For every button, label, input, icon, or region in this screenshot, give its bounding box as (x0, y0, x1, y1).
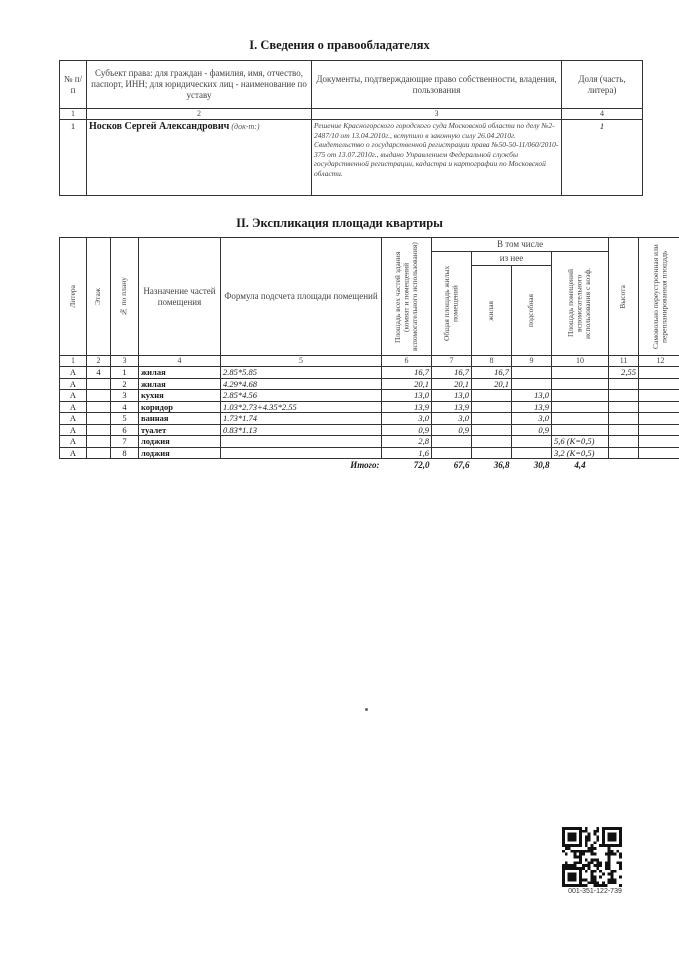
room-general: 0,9 (432, 424, 472, 436)
room-total: 13,0 (382, 390, 432, 402)
room-purpose: жилая (139, 367, 221, 379)
column-number: 2 (87, 356, 111, 367)
header-in-total: В том числе (432, 238, 609, 252)
room-aux (512, 378, 552, 390)
room-coef (552, 424, 609, 436)
totals-aux: 30,8 (533, 460, 550, 470)
room-purpose: ванная (139, 413, 221, 425)
room-formula (221, 447, 382, 459)
room-litera: А (60, 436, 87, 448)
header-floor: Этаж (87, 238, 111, 356)
header-auxiliary: подсобная (512, 266, 552, 356)
room-total: 2,8 (382, 436, 432, 448)
totals-row (60, 459, 679, 473)
room-living (472, 390, 512, 402)
room-formula: 1.03*2.73+4.35*2.55 (221, 401, 382, 413)
room-height (609, 390, 639, 402)
room-height (609, 447, 639, 459)
header-documents: Документы, подтверждающие право собственности, владения, пользования (312, 61, 562, 109)
room-row (60, 447, 679, 459)
qr-code-icon (562, 827, 622, 887)
room-litera: А (60, 424, 87, 436)
room-no: 2 (111, 378, 139, 390)
column-number: 12 (639, 356, 679, 367)
room-coef (552, 378, 609, 390)
header-subject: Субъект права: для граждан - фамилия, имя, отчество, паспорт, ИНН; для юридических лиц - наименование по уставу (87, 61, 312, 109)
room-living (472, 401, 512, 413)
column-number: 5 (221, 356, 382, 367)
room-aux: 0,9 (512, 424, 552, 436)
room-unauth (639, 436, 679, 448)
room-general: 13,0 (432, 390, 472, 402)
column-number: 2 (87, 109, 312, 120)
room-total: 1,6 (382, 447, 432, 459)
room-aux: 13,9 (512, 401, 552, 413)
room-no: 8 (111, 447, 139, 459)
column-number: 8 (472, 356, 512, 367)
room-height: 2,55 (609, 367, 639, 379)
room-living (472, 424, 512, 436)
room-purpose: лоджия (139, 447, 221, 459)
owner-num: 1 (60, 120, 87, 196)
area-explication-table (59, 237, 679, 473)
room-general (432, 436, 472, 448)
room-total: 3,0 (382, 413, 432, 425)
room-coef (552, 390, 609, 402)
room-row (60, 424, 679, 436)
room-aux (512, 367, 552, 379)
room-litera: А (60, 390, 87, 402)
room-living: 20,1 (472, 378, 512, 390)
header-plan-no: № по плану (111, 238, 139, 356)
room-litera: А (60, 447, 87, 459)
column-number: 7 (432, 356, 472, 367)
room-aux: 13,0 (512, 390, 552, 402)
header-total-area: Площадь всех частей здания (комнат и помещений вспомогательного использования) (382, 238, 432, 356)
column-number: 9 (512, 356, 552, 367)
header-general-area: Общая площадь жилых помещений (432, 252, 472, 356)
column-number: 10 (552, 356, 609, 367)
room-height (609, 401, 639, 413)
room-height (609, 413, 639, 425)
room-height (609, 424, 639, 436)
room-purpose: лоджия (139, 436, 221, 448)
room-no: 5 (111, 413, 139, 425)
room-unauth (639, 424, 679, 436)
header-purpose: Назначение частей помещения (139, 238, 221, 356)
room-floor (87, 424, 111, 436)
header-living: жилая (472, 266, 512, 356)
room-floor (87, 390, 111, 402)
room-row (60, 378, 679, 390)
header-unauthorized: Самовольно переустроенная или перепланированная площадь (639, 238, 679, 356)
room-total: 0,9 (382, 424, 432, 436)
owner-cell (87, 120, 312, 196)
room-total: 16,7 (382, 367, 432, 379)
room-formula: 1.73*1.74 (221, 413, 382, 425)
room-no: 6 (111, 424, 139, 436)
room-general: 13,9 (432, 401, 472, 413)
column-number: 6 (382, 356, 432, 367)
room-formula: 2.85*5.85 (221, 367, 382, 379)
room-living (472, 413, 512, 425)
room-row (60, 436, 679, 448)
room-general: 3,0 (432, 413, 472, 425)
section-1-title: I. Сведения о правообладателях (249, 38, 430, 52)
room-coef: 3,2 (К=0,5) (552, 447, 609, 459)
room-unauth (639, 401, 679, 413)
room-formula (221, 436, 382, 448)
room-unauth (639, 367, 679, 379)
header-num: № п/п (60, 61, 87, 109)
room-living (472, 447, 512, 459)
room-unauth (639, 413, 679, 425)
header-litera: Литера (60, 238, 87, 356)
room-no: 1 (111, 367, 139, 379)
header-aux-coef: Площадь помещений вспомогательного использования с коэф. (552, 252, 609, 356)
totals-coef: 4,4 (574, 460, 586, 470)
header-share: Доля (часть, литера) (562, 61, 643, 109)
room-floor (87, 378, 111, 390)
owner-row (60, 120, 643, 196)
room-height (609, 436, 639, 448)
room-formula: 0.83*1.13 (221, 424, 382, 436)
owner-name: Носков Сергей Александрович (89, 121, 230, 132)
room-aux: 3,0 (512, 413, 552, 425)
room-purpose: кухня (139, 390, 221, 402)
room-litera: А (60, 367, 87, 379)
room-coef (552, 401, 609, 413)
room-unauth (639, 390, 679, 402)
room-general: 16,7 (432, 367, 472, 379)
room-coef (552, 367, 609, 379)
owner-doc-note: (док-т:) (231, 122, 260, 131)
room-row (60, 367, 679, 379)
column-number: 4 (562, 109, 643, 120)
room-row (60, 390, 679, 402)
column-numbers-row (60, 109, 643, 120)
column-numbers-row (60, 356, 679, 367)
room-purpose: жилая (139, 378, 221, 390)
totals-general: 67,6 (453, 460, 470, 470)
column-number: 3 (111, 356, 139, 367)
room-formula: 2.85*4.56 (221, 390, 382, 402)
room-total: 13,9 (382, 401, 432, 413)
room-floor (87, 413, 111, 425)
section-2-title: II. Экспликация площади квартиры (236, 216, 443, 230)
qr-code-number: 001-351-122-739 (568, 888, 622, 895)
room-litera: А (60, 413, 87, 425)
room-coef: 5,6 (К=0,5) (552, 436, 609, 448)
header-of-which: из нее (472, 252, 552, 266)
column-number: 4 (139, 356, 221, 367)
room-no: 4 (111, 401, 139, 413)
totals-living: 36,8 (493, 460, 510, 470)
room-litera: А (60, 378, 87, 390)
column-number: 1 (60, 356, 87, 367)
room-floor: 4 (87, 367, 111, 379)
header-formula: Формула подсчета площади помещений (221, 238, 382, 356)
room-living: 16,7 (472, 367, 512, 379)
room-aux (512, 436, 552, 448)
room-formula: 4.29*4.68 (221, 378, 382, 390)
room-floor (87, 401, 111, 413)
room-purpose: коридор (139, 401, 221, 413)
room-floor (87, 447, 111, 459)
totals-label: Итого: (350, 460, 380, 470)
room-unauth (639, 447, 679, 459)
room-no: 3 (111, 390, 139, 402)
room-row (60, 401, 679, 413)
column-number: 11 (609, 356, 639, 367)
room-litera: А (60, 401, 87, 413)
totals-total: 72,0 (413, 460, 430, 470)
room-living (472, 436, 512, 448)
room-no: 7 (111, 436, 139, 448)
column-number: 1 (60, 109, 87, 120)
owner-share: 1 (562, 120, 643, 196)
owner-documents: Решение Красногорского городского суда Московской области по делу №2-2487/10 от 13.04.2010г., вступило в законную силу 26.04.2010г. Свидетельство о государственной регистрации права №50-50-11/060/2010-375 от 13.07.2010г., выдано Управлением Федеральной службы государственной регистрации, кадастра и картографии по Московской области. (312, 120, 562, 196)
room-coef (552, 413, 609, 425)
room-general: 20,1 (432, 378, 472, 390)
room-total: 20,1 (382, 378, 432, 390)
room-floor (87, 436, 111, 448)
room-purpose: туалет (139, 424, 221, 436)
room-row (60, 413, 679, 425)
room-unauth (639, 378, 679, 390)
column-number: 3 (312, 109, 562, 120)
header-height: Высота (609, 238, 639, 356)
room-height (609, 378, 639, 390)
owners-table (59, 60, 643, 196)
room-general (432, 447, 472, 459)
ink-dot (365, 708, 368, 711)
room-aux (512, 447, 552, 459)
